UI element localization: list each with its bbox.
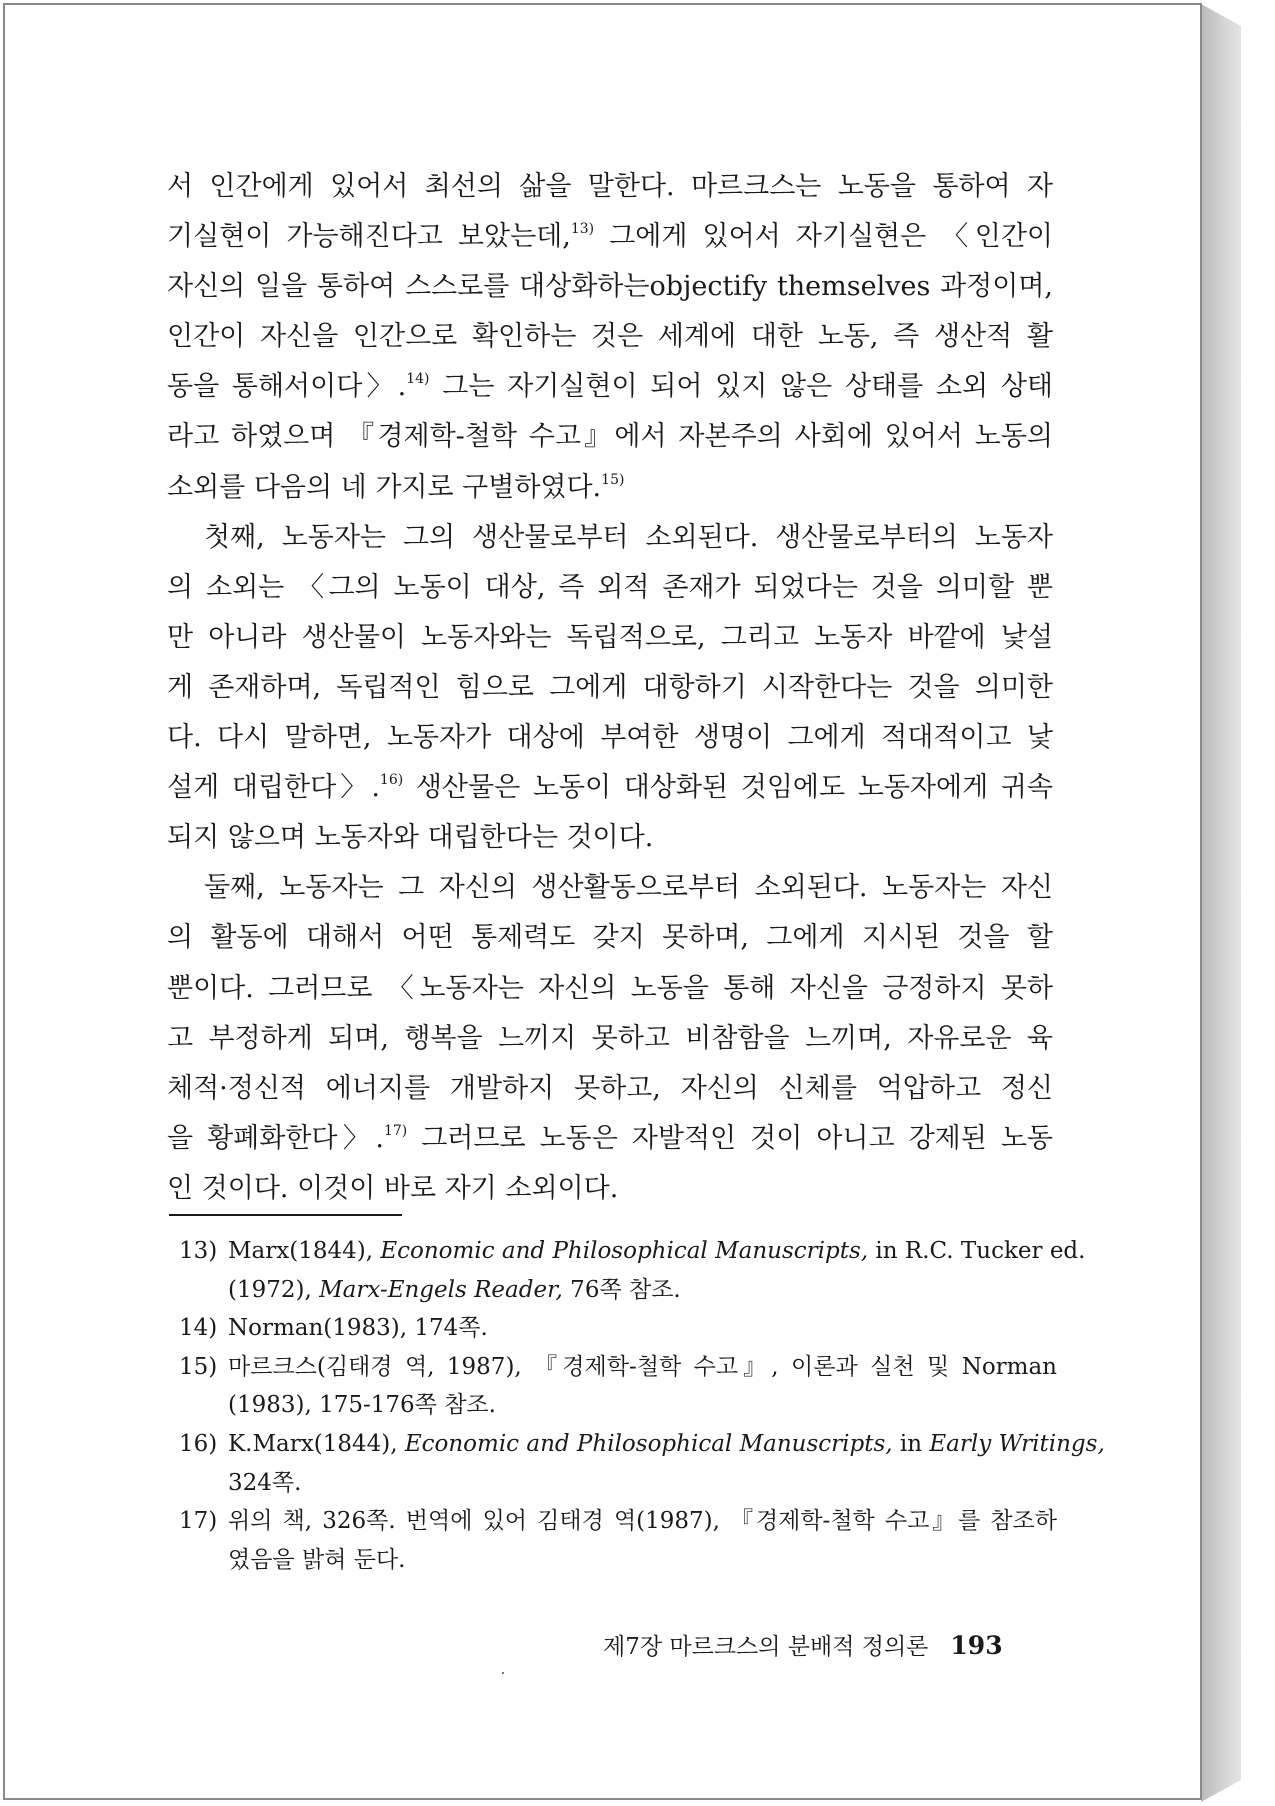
body-line: 의 활동에 대해서 어떤 통제력도 갖지 못하며, 그에게 지시된 것을 할 [167, 922, 1053, 954]
body-line: 서 인간에게 있어서 최선의 삶을 말한다. 마르크스는 노동을 통하여 자 [167, 171, 1053, 202]
body-line: 게 존재하며, 독립적인 힘으로 그에게 대항하기 시작한다는 것을 의미한 [167, 671, 1053, 703]
body-line: 의 소외는 〈그의 노동이 대상, 즉 외적 존재가 되었다는 것을 의미할 뿐 [167, 571, 1053, 603]
body-line: 둘째, 노동자는 그 자신의 생산활동으로부터 소외된다. 노동자는 자신 [204, 872, 1053, 904]
footnote-divider [169, 1214, 402, 1216]
footnote-line: K.Marx(1844), Economic and Philosophical Manuscripts, in Early Writings, [228, 1430, 1105, 1457]
footnotes [179, 1232, 1105, 1579]
body-line: 기실현이 가능해진다고 보았는데,$^{13)}$ 그에게 있어서 자기실현은 〈인간이 [167, 221, 1053, 253]
body-line: 자신의 일을 통하여 스스로를 대상화하는objectify themselves 과정이며, [167, 271, 1053, 303]
running-footer [603, 1628, 1003, 1661]
footnote-15 [179, 1348, 1057, 1425]
footnote-line: 마르크스(김태경 역, 1987), 『경제학-철학 수고』, 이론과 실천 및 Norman [228, 1353, 1057, 1380]
body-line: 만 아니라 생산물이 노동자와는 독립적으로, 그리고 노동자 바깥에 낯설 [167, 621, 1053, 653]
body-line: 고 부정하게 되며, 행복을 느끼지 못하고 비참함을 느끼며, 자유로운 육 [167, 1022, 1053, 1054]
page-edge [1201, 4, 1241, 1802]
footnote-line: 324쪽. [228, 1469, 302, 1496]
footnote-number: 17) [179, 1508, 218, 1535]
footnote-13 [179, 1232, 1086, 1309]
footnote-ref[interactable]: 17) [383, 1122, 408, 1139]
footnote-17 [179, 1502, 1057, 1579]
body-text [167, 162, 1053, 1214]
footnote-ref[interactable]: 14) [406, 371, 430, 388]
footnote-line: (1983), 175-176쪽 참조. [228, 1392, 496, 1419]
footnote-number: 15) [179, 1353, 218, 1380]
chapter-title: 제7장 마르크스의 분배적 정의론 [603, 1634, 929, 1660]
scan-speck [502, 1672, 504, 1674]
body-line: 라고 하였으며 『경제학-철학 수고』에서 자본주의 사회에 있어서 노동의 [167, 421, 1053, 453]
footnote-line: 였음을 밝혀 둔다. [228, 1546, 406, 1573]
footnote-line: (1972), Marx-Engels Reader, 76쪽 참조. [228, 1276, 681, 1303]
body-line: 뿐이다. 그러므로 〈노동자는 자신의 노동을 통해 자신을 긍정하지 못하 [167, 972, 1053, 1004]
body-line: 인 것이다. 이것이 바로 자기 소외이다. [167, 1172, 619, 1204]
body-line: 을 황폐화한다〉.$^{17)}$ 그러므로 노동은 자발적인 것이 아니고 강제된 노동 [167, 1122, 1053, 1154]
body-line: 체적·정신적 에너지를 개발하지 못하고, 자신의 신체를 억압하고 정신 [167, 1072, 1053, 1104]
footnote-14 [179, 1309, 1057, 1348]
footnote-number: 13) [179, 1238, 218, 1264]
footnote-ref[interactable]: 13) [570, 221, 595, 238]
body-line: 다. 다시 말하면, 노동자가 대상에 부여한 생명이 그에게 적대적이고 낯 [167, 722, 1053, 754]
body-line: 인간이 자신을 인간으로 확인하는 것은 세계에 대한 노동, 즉 생산적 활 [167, 321, 1053, 353]
body-line: 첫째, 노동자는 그의 생산물로부터 소외된다. 생산물로부터의 노동자 [204, 521, 1053, 553]
body-line: 설게 대립한다〉.$^{16)}$ 생산물은 노동이 대상화된 것임에도 노동자에게 귀속 [167, 772, 1053, 804]
footnote-ref[interactable]: 16) [379, 772, 404, 789]
body-line: 소외를 다음의 네 가지로 구별하였다.$^{15)}$ [167, 471, 625, 503]
footnote-line: Marx(1844), Economic and Philosophical Manuscripts, in R.C. Tucker ed. [228, 1238, 1086, 1264]
footnote-number: 16) [179, 1430, 218, 1457]
page-number: 193 [950, 1631, 1003, 1660]
footnote-line: Norman(1983), 174쪽. [228, 1315, 488, 1342]
body-line: 동을 통해서이다〉.$^{14)}$ 그는 자기실현이 되어 있지 않은 상태를 소외 상태 [167, 371, 1053, 403]
footnote-ref[interactable]: 15) [601, 471, 625, 488]
footnote-16 [179, 1425, 1105, 1502]
body-line: 되지 않으며 노동자와 대립한다는 것이다. [167, 822, 654, 854]
footnote-line: 위의 책, 326쪽. 번역에 있어 김태경 역(1987), 『경제학-철학 수고』를 참조하 [228, 1508, 1057, 1535]
footnote-number: 14) [179, 1315, 218, 1342]
